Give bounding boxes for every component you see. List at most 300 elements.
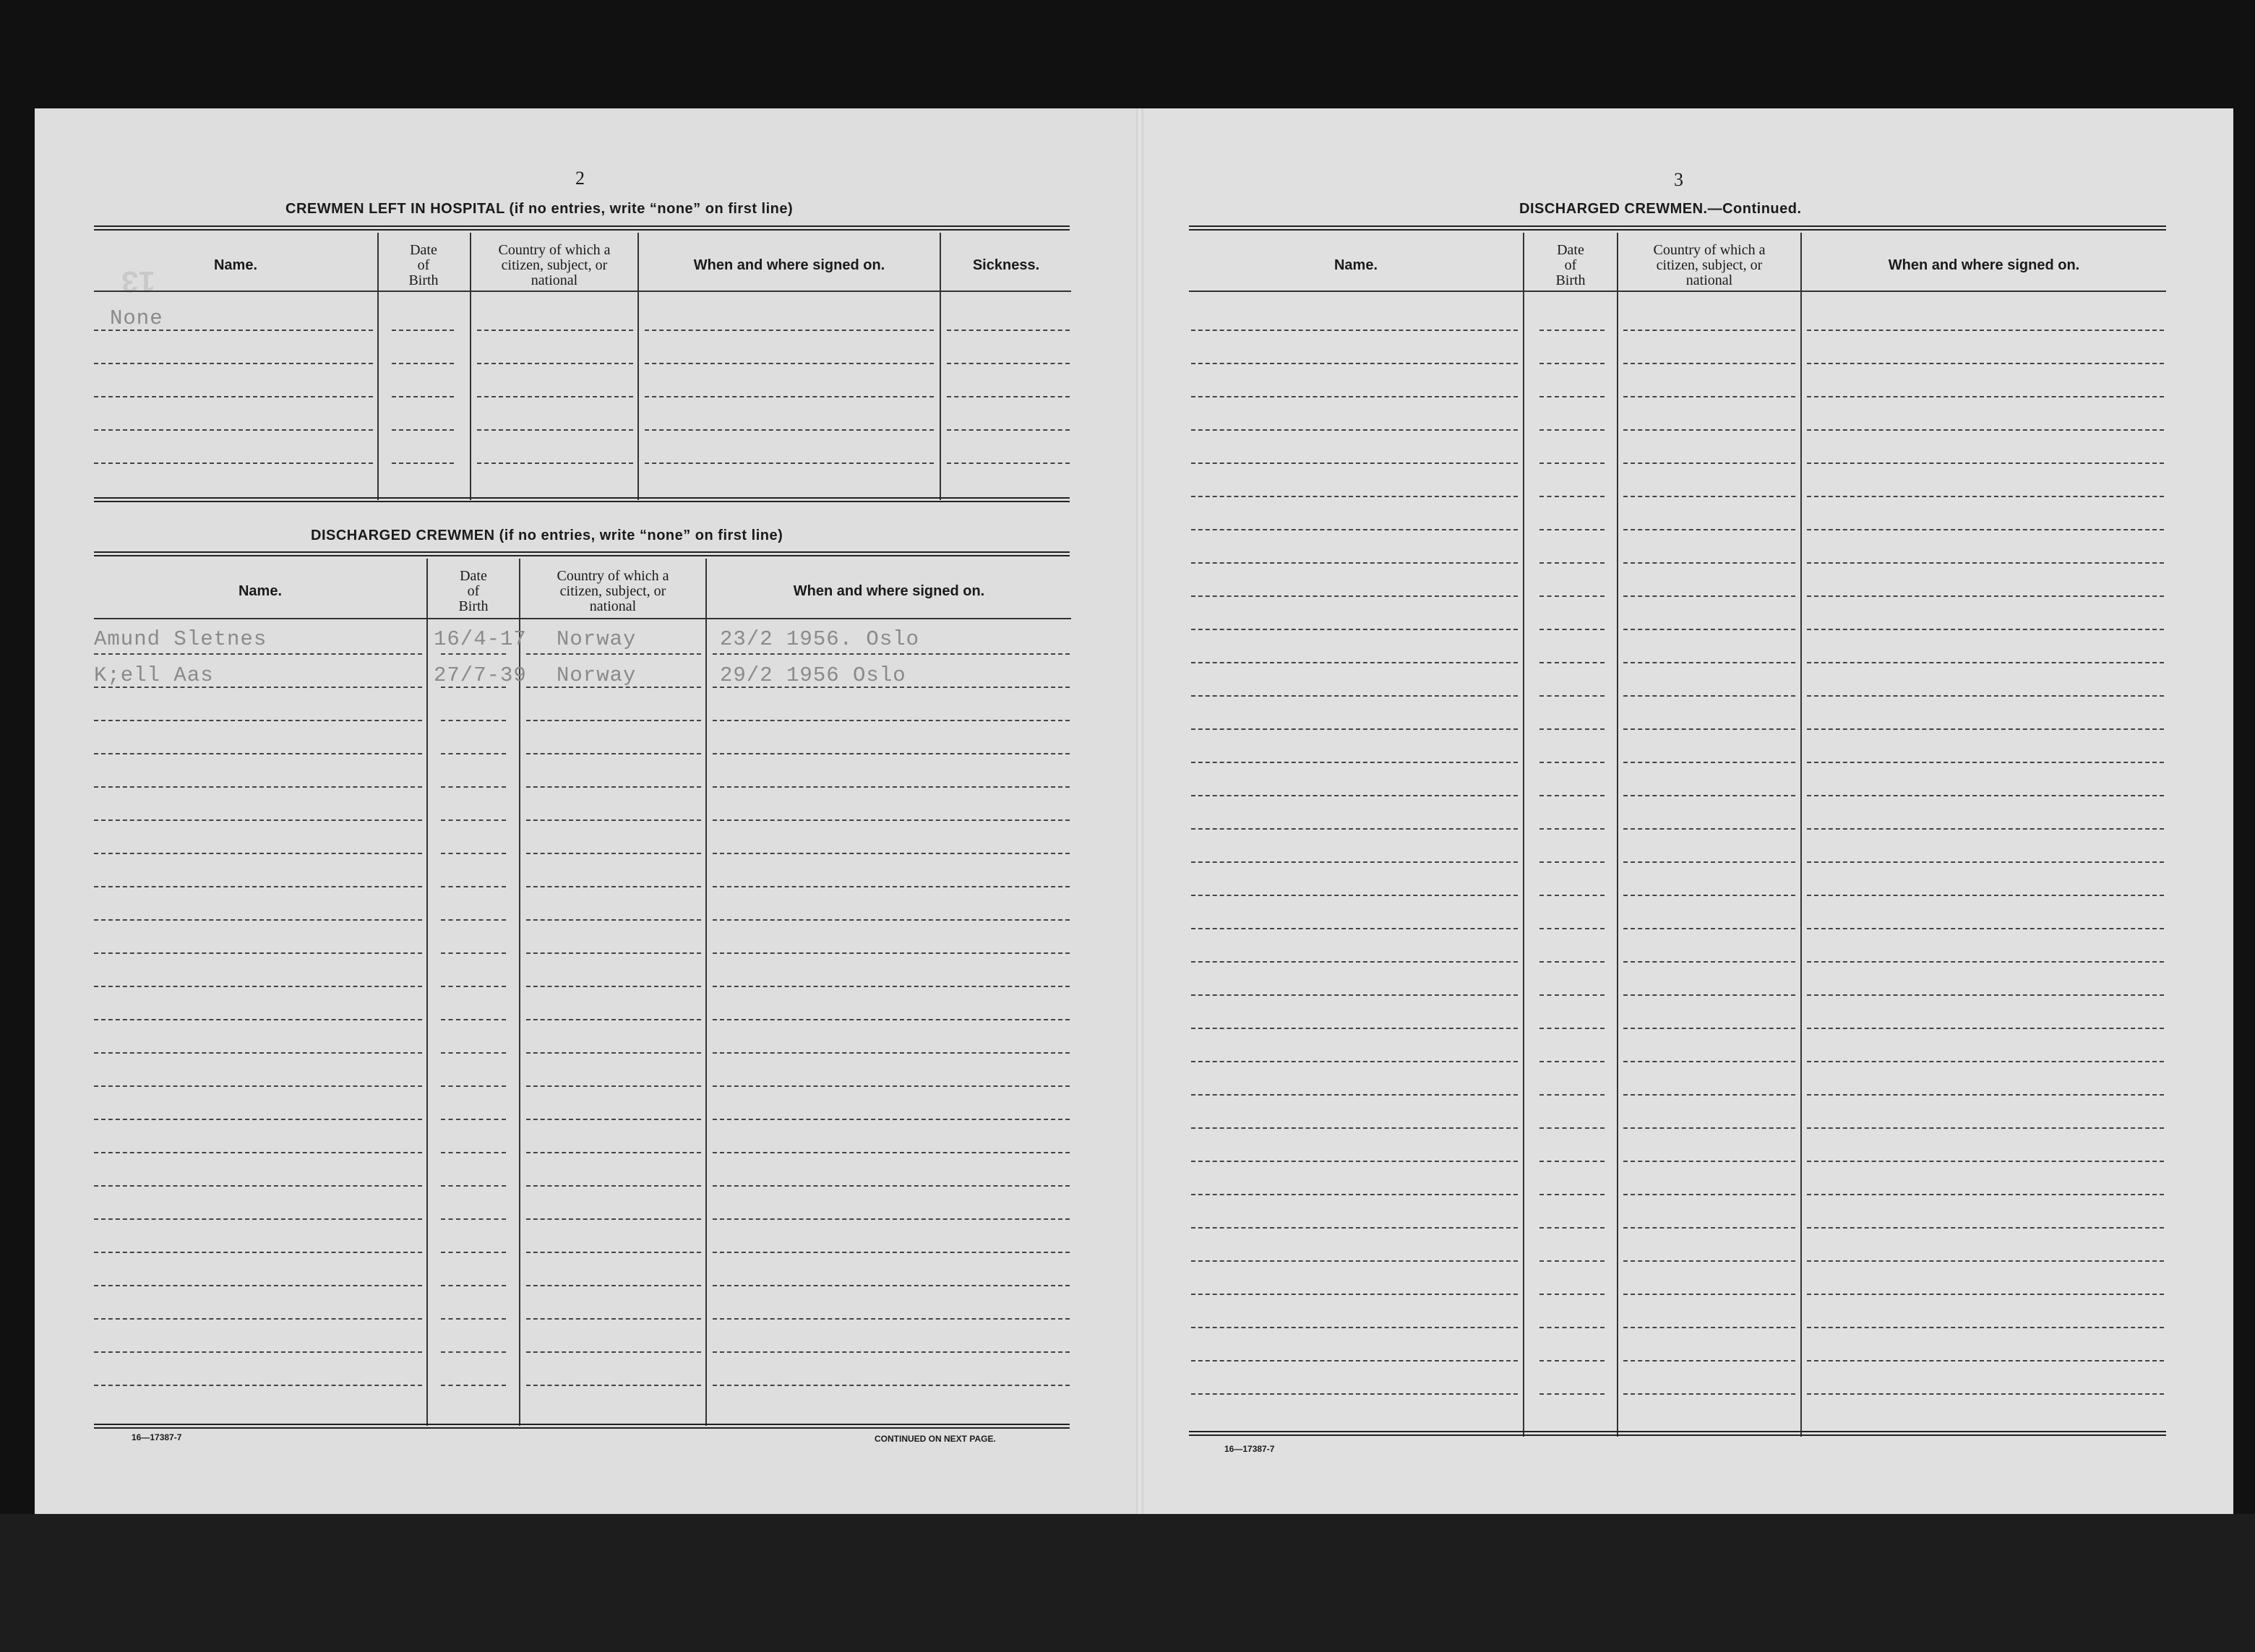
hospital-col-line — [637, 233, 639, 500]
right-header-rule — [1189, 291, 2166, 292]
discharged-col-line — [519, 559, 520, 1426]
right-entry-line — [1191, 496, 1518, 497]
discharged-entry-line — [441, 753, 506, 754]
discharged-entry-line — [441, 886, 506, 887]
discharged-entry-line — [526, 753, 701, 754]
right-entry-line — [1539, 895, 1605, 896]
discharged-entry-line — [441, 1285, 506, 1286]
discharged-entry-line — [526, 1152, 701, 1153]
right-entry-line — [1807, 695, 2164, 697]
right-entry-line — [1807, 795, 2164, 796]
right-entry-line — [1807, 562, 2164, 564]
right-entry-line — [1191, 1227, 1518, 1229]
right-entry-line — [1191, 1260, 1518, 1262]
right-entry-line — [1539, 529, 1605, 530]
hospital-col-line — [377, 233, 379, 500]
hospital-section-title: CREWMEN LEFT IN HOSPITAL (if no entries, write “none” on first line) — [285, 201, 794, 217]
discharged-entry-line — [713, 786, 1070, 788]
right-section-title: DISCHARGED CREWMEN.—Continued. — [1519, 201, 1802, 217]
right-entry-line — [1539, 363, 1605, 364]
hospital-entry-none: None — [110, 306, 163, 330]
right-entry-line — [1807, 1393, 2164, 1395]
right-entry-line — [1623, 529, 1795, 530]
right-entry-line — [1807, 1028, 2164, 1029]
right-entry-line — [1539, 1294, 1605, 1295]
right-entry-line — [1539, 1094, 1605, 1096]
discharged-entry-line — [94, 1085, 422, 1087]
discharged-entry-line — [713, 1385, 1070, 1386]
discharged-entry-line — [441, 819, 506, 821]
hospital-entry-line — [392, 463, 454, 464]
right-entry-line — [1623, 363, 1795, 364]
discharged-header-signed: When and where signed on. — [793, 582, 985, 599]
discharged-entry-line — [94, 720, 422, 721]
right-entry-line — [1807, 1227, 2164, 1229]
discharged-entry-line — [94, 1052, 422, 1054]
hospital-entry-line — [392, 396, 454, 397]
discharged-entry-line — [526, 1385, 701, 1386]
right-entry-line — [1191, 895, 1518, 896]
discharged-entry-line — [94, 1218, 422, 1220]
right-entry-line — [1191, 928, 1518, 929]
discharged-entry-line — [94, 1119, 422, 1120]
right-page — [1141, 108, 2233, 1514]
hospital-header-country: Country of which a citizen, subject, or national — [498, 241, 611, 288]
right-entry-line — [1539, 1127, 1605, 1129]
right-entry-line — [1191, 762, 1518, 763]
discharged-entry-line — [526, 786, 701, 788]
right-entry-line — [1623, 928, 1795, 929]
discharged-entry-line — [94, 687, 422, 688]
right-entry-line — [1807, 728, 2164, 730]
hospital-entry-line — [94, 330, 373, 331]
hospital-entry-line — [645, 396, 934, 397]
right-entry-line — [1539, 795, 1605, 796]
hospital-header-rule — [94, 291, 1071, 292]
discharged-header-country: Country of which a citizen, subject, or national — [557, 567, 669, 614]
discharged-entry-line — [713, 1285, 1070, 1286]
right-entry-line — [1807, 1260, 2164, 1262]
right-entry-line — [1191, 961, 1518, 963]
right-entry-line — [1623, 1327, 1795, 1328]
discharged-entry-line — [713, 1218, 1070, 1220]
right-entry-line — [1191, 330, 1518, 331]
discharged-header-dob: Date of Birth — [458, 567, 489, 614]
right-entry-line — [1539, 662, 1605, 663]
right-entry-line — [1807, 1327, 2164, 1328]
right-entry-line — [1623, 1028, 1795, 1029]
right-entry-line — [1539, 1327, 1605, 1328]
right-entry-line — [1807, 396, 2164, 397]
right-entry-line — [1807, 429, 2164, 431]
right-entry-line — [1191, 1194, 1518, 1195]
discharged-entry-line — [441, 720, 506, 721]
right-entry-line — [1539, 562, 1605, 564]
page-number-left: 2 — [575, 168, 585, 189]
right-entry-line — [1539, 994, 1605, 996]
discharged-entry-line — [94, 1019, 422, 1020]
right-entry-line — [1191, 562, 1518, 564]
page-number-right: 3 — [1674, 169, 1683, 190]
discharged-entry-line — [526, 886, 701, 887]
right-entry-line — [1191, 861, 1518, 863]
right-header-country: Country of which a citizen, subject, or national — [1653, 241, 1766, 288]
hospital-entry-line — [94, 396, 373, 397]
right-entry-line — [1623, 595, 1795, 597]
right-entry-line — [1807, 762, 2164, 763]
discharged-entry-line — [713, 886, 1070, 887]
hospital-entry-line — [477, 330, 633, 331]
hospital-header-sickness: Sickness. — [972, 257, 1040, 273]
discharged-dob-cell: 27/7-39 — [434, 663, 527, 687]
right-entry-line — [1807, 1061, 2164, 1062]
page-fold — [1136, 108, 1143, 1514]
right-entry-line — [1191, 363, 1518, 364]
right-entry-line — [1807, 994, 2164, 996]
right-top-rule — [1189, 225, 2166, 231]
right-entry-line — [1539, 928, 1605, 929]
discharged-entry-line — [94, 1185, 422, 1187]
discharged-entry-line — [713, 853, 1070, 854]
discharged-entry-line — [94, 753, 422, 754]
right-entry-line — [1539, 1161, 1605, 1162]
discharged-entry-line — [94, 1318, 422, 1320]
hospital-entry-line — [94, 363, 373, 364]
discharged-entry-line — [441, 952, 506, 954]
hospital-col-line — [940, 233, 941, 500]
right-bottom-rule — [1189, 1431, 2166, 1436]
right-entry-line — [1807, 363, 2164, 364]
right-entry-line — [1807, 895, 2164, 896]
discharged-entry-line — [441, 1185, 506, 1187]
right-entry-line — [1623, 1393, 1795, 1395]
stamp-number: 13 — [121, 265, 155, 299]
discharged-header-name: Name. — [238, 582, 283, 599]
right-entry-line — [1191, 429, 1518, 431]
right-entry-line — [1539, 629, 1605, 630]
footer-code-left: 16—17387-7 — [132, 1432, 182, 1442]
discharged-entry-line — [713, 1185, 1070, 1187]
discharged-entry-line — [441, 1052, 506, 1054]
discharged-bottom-rule — [94, 1424, 1070, 1429]
discharged-entry-line — [94, 853, 422, 854]
right-entry-line — [1623, 994, 1795, 996]
right-header-name: Name. — [1333, 257, 1378, 273]
right-col-line — [1617, 233, 1618, 1437]
hospital-col-line — [470, 233, 471, 500]
right-entry-line — [1191, 595, 1518, 597]
discharged-entry-line — [526, 1185, 701, 1187]
hospital-entry-line — [94, 429, 373, 431]
right-header-dob: Date of Birth — [1555, 241, 1586, 288]
right-entry-line — [1191, 1393, 1518, 1395]
right-entry-line — [1191, 1094, 1518, 1096]
hospital-entry-line — [477, 463, 633, 464]
discharged-entry-line — [94, 1285, 422, 1286]
discharged-entry-line — [94, 819, 422, 821]
discharged-top-rule — [94, 551, 1070, 556]
right-col-line — [1800, 233, 1802, 1437]
hospital-header-dob: Date of Birth — [408, 241, 439, 288]
discharged-entry-line — [526, 1285, 701, 1286]
discharged-entry-line — [441, 1252, 506, 1253]
right-entry-line — [1191, 1127, 1518, 1129]
right-entry-line — [1807, 629, 2164, 630]
discharged-entry-line — [526, 653, 701, 655]
right-entry-line — [1539, 1260, 1605, 1262]
discharged-entry-line — [441, 1351, 506, 1353]
right-entry-line — [1191, 1028, 1518, 1029]
discharged-entry-line — [94, 952, 422, 954]
right-entry-line — [1623, 629, 1795, 630]
footer-code-right: 16—17387-7 — [1224, 1444, 1275, 1454]
discharged-name-cell: Amund Sletnes — [94, 627, 267, 651]
discharged-entry-line — [441, 1119, 506, 1120]
discharged-entry-line — [713, 1318, 1070, 1320]
discharged-entry-line — [94, 986, 422, 987]
discharged-entry-line — [94, 1252, 422, 1253]
discharged-entry-line — [713, 952, 1070, 954]
hospital-entry-line — [645, 330, 934, 331]
discharged-entry-line — [526, 1085, 701, 1087]
hospital-entry-line — [392, 330, 454, 331]
right-entry-line — [1807, 1094, 2164, 1096]
right-entry-line — [1539, 595, 1605, 597]
right-entry-line — [1623, 961, 1795, 963]
footer-continued: CONTINUED ON NEXT PAGE. — [875, 1434, 996, 1444]
discharged-entry-line — [713, 753, 1070, 754]
discharged-entry-line — [94, 1385, 422, 1386]
right-entry-line — [1807, 330, 2164, 331]
discharged-entry-line — [713, 720, 1070, 721]
right-entry-line — [1539, 1028, 1605, 1029]
right-entry-line — [1623, 562, 1795, 564]
hospital-entry-line — [947, 396, 1070, 397]
right-entry-line — [1623, 828, 1795, 830]
hospital-entry-line — [477, 363, 633, 364]
discharged-entry-line — [713, 687, 1070, 688]
discharged-entry-line — [526, 1318, 701, 1320]
discharged-entry-line — [441, 1152, 506, 1153]
hospital-entry-line — [947, 429, 1070, 431]
hospital-header-signed: When and where signed on. — [693, 257, 885, 273]
discharged-entry-line — [441, 1385, 506, 1386]
right-header-signed: When and where signed on. — [1888, 257, 2080, 273]
discharged-entry-line — [441, 919, 506, 921]
right-entry-line — [1191, 1360, 1518, 1361]
discharged-entry-line — [526, 853, 701, 854]
right-entry-line — [1623, 463, 1795, 464]
hospital-bottom-rule — [94, 497, 1070, 502]
hospital-entry-line — [477, 396, 633, 397]
discharged-entry-line — [713, 1019, 1070, 1020]
right-entry-line — [1191, 1061, 1518, 1062]
discharged-entry-line — [526, 919, 701, 921]
discharged-entry-line — [94, 786, 422, 788]
right-entry-line — [1539, 1393, 1605, 1395]
right-entry-line — [1807, 595, 2164, 597]
right-col-line — [1523, 233, 1524, 1437]
right-entry-line — [1807, 928, 2164, 929]
right-entry-line — [1191, 1161, 1518, 1162]
right-entry-line — [1539, 828, 1605, 830]
hospital-entry-line — [477, 429, 633, 431]
right-entry-line — [1539, 1227, 1605, 1229]
right-entry-line — [1191, 994, 1518, 996]
right-entry-line — [1807, 1127, 2164, 1129]
right-entry-line — [1539, 463, 1605, 464]
hospital-entry-line — [392, 363, 454, 364]
right-entry-line — [1807, 861, 2164, 863]
hospital-entry-line — [947, 463, 1070, 464]
discharged-entry-line — [713, 1085, 1070, 1087]
discharged-entry-line — [713, 986, 1070, 987]
discharged-entry-line — [526, 1119, 701, 1120]
right-entry-line — [1539, 1061, 1605, 1062]
right-entry-line — [1807, 463, 2164, 464]
right-entry-line — [1807, 529, 2164, 530]
discharged-name-cell: K;ell Aas — [94, 663, 214, 687]
discharged-section-title: DISCHARGED CREWMEN (if no entries, write “none” on first line) — [311, 528, 783, 543]
discharged-entry-line — [713, 653, 1070, 655]
scanner-background — [0, 1514, 2255, 1652]
hospital-entry-line — [947, 363, 1070, 364]
left-page — [35, 108, 1141, 1514]
right-entry-line — [1191, 396, 1518, 397]
right-entry-line — [1191, 728, 1518, 730]
discharged-entry-line — [713, 919, 1070, 921]
right-entry-line — [1191, 828, 1518, 830]
right-entry-line — [1623, 795, 1795, 796]
right-entry-line — [1807, 828, 2164, 830]
right-entry-line — [1539, 695, 1605, 697]
right-entry-line — [1539, 728, 1605, 730]
right-entry-line — [1623, 429, 1795, 431]
right-entry-line — [1623, 330, 1795, 331]
right-entry-line — [1623, 1360, 1795, 1361]
right-entry-line — [1623, 496, 1795, 497]
discharged-entry-line — [526, 986, 701, 987]
right-entry-line — [1539, 429, 1605, 431]
right-entry-line — [1191, 695, 1518, 697]
discharged-entry-line — [441, 1085, 506, 1087]
hospital-entry-line — [94, 463, 373, 464]
discharged-col-line — [426, 559, 428, 1426]
right-entry-line — [1623, 662, 1795, 663]
right-entry-line — [1623, 1161, 1795, 1162]
right-entry-line — [1623, 762, 1795, 763]
right-entry-line — [1539, 961, 1605, 963]
discharged-header-rule — [94, 618, 1071, 619]
right-entry-line — [1539, 396, 1605, 397]
discharged-entry-line — [441, 1218, 506, 1220]
right-entry-line — [1807, 1161, 2164, 1162]
discharged-country-cell: Norway — [557, 627, 637, 651]
discharged-entry-line — [526, 1218, 701, 1220]
discharged-entry-line — [526, 687, 701, 688]
hospital-entry-line — [645, 429, 934, 431]
discharged-entry-line — [713, 819, 1070, 821]
discharged-entry-line — [713, 1152, 1070, 1153]
discharged-entry-line — [713, 1119, 1070, 1120]
right-entry-line — [1539, 330, 1605, 331]
hospital-header-name: Name. — [213, 257, 258, 273]
discharged-entry-line — [94, 919, 422, 921]
discharged-entry-line — [713, 1351, 1070, 1353]
right-entry-line — [1539, 496, 1605, 497]
right-entry-line — [1623, 396, 1795, 397]
right-entry-line — [1623, 895, 1795, 896]
right-entry-line — [1539, 1194, 1605, 1195]
discharged-entry-line — [441, 653, 506, 655]
discharged-col-line — [705, 559, 707, 1426]
discharged-entry-line — [526, 1351, 701, 1353]
discharged-entry-line — [94, 653, 422, 655]
right-entry-line — [1623, 728, 1795, 730]
right-entry-line — [1623, 1094, 1795, 1096]
discharged-entry-line — [94, 1351, 422, 1353]
discharged-entry-line — [526, 1052, 701, 1054]
right-entry-line — [1191, 1327, 1518, 1328]
right-entry-line — [1539, 861, 1605, 863]
hospital-entry-line — [947, 330, 1070, 331]
right-entry-line — [1191, 1294, 1518, 1295]
right-entry-line — [1807, 1360, 2164, 1361]
right-entry-line — [1539, 1360, 1605, 1361]
right-entry-line — [1191, 529, 1518, 530]
discharged-entry-line — [526, 1019, 701, 1020]
discharged-entry-line — [94, 886, 422, 887]
discharged-entry-line — [441, 853, 506, 854]
right-entry-line — [1623, 695, 1795, 697]
discharged-signed-cell: 23/2 1956. Oslo — [720, 627, 920, 651]
right-entry-line — [1191, 795, 1518, 796]
right-entry-line — [1623, 1294, 1795, 1295]
discharged-entry-line — [94, 1152, 422, 1153]
right-entry-line — [1539, 762, 1605, 763]
discharged-entry-line — [526, 819, 701, 821]
hospital-top-rule — [94, 225, 1070, 231]
hospital-entry-line — [392, 429, 454, 431]
discharged-entry-line — [441, 986, 506, 987]
right-entry-line — [1623, 1260, 1795, 1262]
right-entry-line — [1623, 861, 1795, 863]
discharged-entry-line — [526, 1252, 701, 1253]
discharged-country-cell: Norway — [557, 663, 637, 687]
discharged-entry-line — [713, 1052, 1070, 1054]
hospital-entry-line — [645, 363, 934, 364]
right-entry-line — [1807, 1294, 2164, 1295]
right-entry-line — [1623, 1061, 1795, 1062]
discharged-signed-cell: 29/2 1956 Oslo — [720, 663, 906, 687]
right-entry-line — [1807, 496, 2164, 497]
right-entry-line — [1623, 1127, 1795, 1129]
right-entry-line — [1191, 662, 1518, 663]
right-entry-line — [1807, 1194, 2164, 1195]
right-entry-line — [1191, 463, 1518, 464]
discharged-entry-line — [441, 786, 506, 788]
discharged-entry-line — [441, 687, 506, 688]
discharged-entry-line — [441, 1019, 506, 1020]
right-entry-line — [1623, 1227, 1795, 1229]
right-entry-line — [1807, 961, 2164, 963]
hospital-entry-line — [645, 463, 934, 464]
right-entry-line — [1623, 1194, 1795, 1195]
discharged-entry-line — [526, 952, 701, 954]
discharged-entry-line — [526, 720, 701, 721]
right-entry-line — [1191, 629, 1518, 630]
discharged-entry-line — [441, 1318, 506, 1320]
